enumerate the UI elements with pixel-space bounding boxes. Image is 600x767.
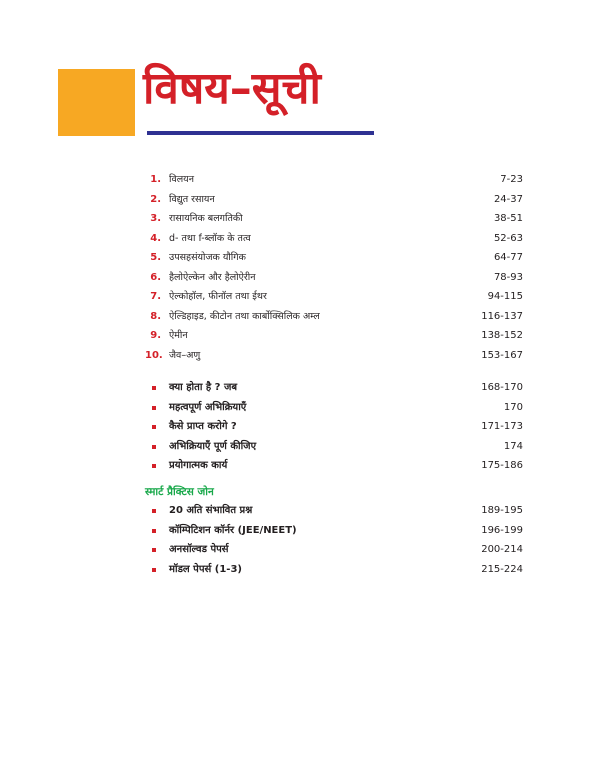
toc-row-chapter-4[interactable] xyxy=(145,229,523,249)
extra-title: क्या होता है ? जब xyxy=(169,382,238,393)
page-range: 116-137 xyxy=(481,310,523,322)
bullet-icon xyxy=(152,406,156,410)
smart-zone-title: अनसॉल्वड पेपर्स xyxy=(169,544,229,555)
chapter-title: ऐल्कोहॉल, फीनॉल तथा ईथर xyxy=(169,291,267,302)
bullet-icon xyxy=(152,386,156,390)
page-range: 200-214 xyxy=(481,544,523,555)
page-range: 170 xyxy=(503,401,523,413)
page-range: 94-115 xyxy=(487,291,523,302)
toc-row-chapter-8[interactable] xyxy=(145,307,523,327)
extra-title: कैसे प्राप्त करोगे ? xyxy=(169,421,237,432)
chapter-number: 4. xyxy=(150,232,161,244)
chapter-number: 5. xyxy=(150,252,161,263)
page-range: 189-195 xyxy=(481,505,523,516)
toc-row-chapter-1[interactable] xyxy=(145,170,523,190)
toc-row-smart-zone[interactable] xyxy=(145,521,523,541)
chapter-list xyxy=(145,170,523,365)
bullet-icon xyxy=(152,548,156,552)
toc-row-smart-zone[interactable] xyxy=(145,501,523,521)
page-range: 64-77 xyxy=(493,252,523,263)
toc-row-extra[interactable] xyxy=(145,437,523,457)
toc-row-smart-zone[interactable] xyxy=(145,540,523,560)
page-range: 174 xyxy=(503,440,523,452)
smart-zone-title: 20 अति संभावित प्रश्न xyxy=(169,505,253,516)
page-range: 175-186 xyxy=(481,460,523,471)
page-title: विषय–सूची xyxy=(143,63,321,114)
extra-title: महत्वपूर्ण अभिक्रियाएँ xyxy=(169,401,247,413)
extras-list xyxy=(145,378,523,476)
toc-row-chapter-7[interactable] xyxy=(145,287,523,307)
chapter-title: जैव–अणु xyxy=(169,349,201,361)
title-underline xyxy=(147,131,374,135)
chapter-number: 10. xyxy=(145,349,163,361)
smart-zone-title: कॉम्पिटिशन कॉर्नर (JEE/NEET) xyxy=(169,524,297,536)
chapter-title: रासायनिक बलगतिकी xyxy=(169,213,243,224)
toc-row-chapter-5[interactable] xyxy=(145,248,523,268)
chapter-number: 2. xyxy=(150,193,161,205)
chapter-title: ऐमीन xyxy=(169,330,188,341)
page-range: 78-93 xyxy=(493,271,523,283)
toc-row-chapter-3[interactable] xyxy=(145,209,523,229)
toc-row-extra[interactable] xyxy=(145,398,523,418)
toc-row-chapter-2[interactable] xyxy=(145,190,523,210)
bullet-icon xyxy=(152,529,156,533)
page-range: 196-199 xyxy=(481,524,523,536)
orange-accent-block xyxy=(58,69,135,136)
page-range: 153-167 xyxy=(481,349,523,361)
page-range: 171-173 xyxy=(481,421,523,432)
chapter-number: 6. xyxy=(150,271,161,283)
chapter-title: ऐल्डिहाइड, कीटोन तथा कार्बोक्सिलिक अम्ल xyxy=(169,310,320,322)
bullet-icon xyxy=(152,509,156,513)
chapter-title: उपसहसंयोजक यौगिक xyxy=(169,252,246,263)
page-range: 138-152 xyxy=(481,330,523,341)
chapter-number: 8. xyxy=(150,310,161,322)
chapter-number: 1. xyxy=(150,174,161,185)
smart-zone-heading: स्मार्ट प्रैक्टिस जोन xyxy=(145,486,214,498)
toc-row-extra[interactable] xyxy=(145,456,523,476)
chapter-number: 7. xyxy=(150,291,161,302)
page-range: 215-224 xyxy=(481,563,523,575)
chapter-title: d- तथा f-ब्लॉक के तत्व xyxy=(169,232,251,244)
chapter-number: 3. xyxy=(150,213,161,224)
page-range: 7-23 xyxy=(500,174,523,185)
bullet-icon xyxy=(152,568,156,572)
extra-title: अभिक्रियाएँ पूर्ण कीजिए xyxy=(169,440,257,452)
smart-zone-title: मॉडल पेपर्स (1-3) xyxy=(169,563,242,575)
toc-row-extra[interactable] xyxy=(145,417,523,437)
toc-row-extra[interactable] xyxy=(145,378,523,398)
toc-row-chapter-9[interactable] xyxy=(145,326,523,346)
chapter-title: विलयन xyxy=(169,174,194,185)
bullet-icon xyxy=(152,445,156,449)
chapter-number: 9. xyxy=(150,330,161,341)
chapter-title: हैलोऐल्केन और हैलोऐरीन xyxy=(169,271,256,283)
page-range: 52-63 xyxy=(493,232,523,244)
bullet-icon xyxy=(152,425,156,429)
extra-title: प्रयोगात्मक कार्य xyxy=(169,460,228,471)
toc-row-chapter-6[interactable] xyxy=(145,268,523,288)
bullet-icon xyxy=(152,464,156,468)
page-range: 38-51 xyxy=(493,213,523,224)
chapter-title: विद्युत रसायन xyxy=(169,193,215,205)
toc-row-chapter-10[interactable] xyxy=(145,346,523,366)
smart-zone-list xyxy=(145,501,523,579)
page-range: 168-170 xyxy=(481,382,523,393)
toc-row-smart-zone[interactable] xyxy=(145,560,523,580)
page-range: 24-37 xyxy=(493,193,523,205)
